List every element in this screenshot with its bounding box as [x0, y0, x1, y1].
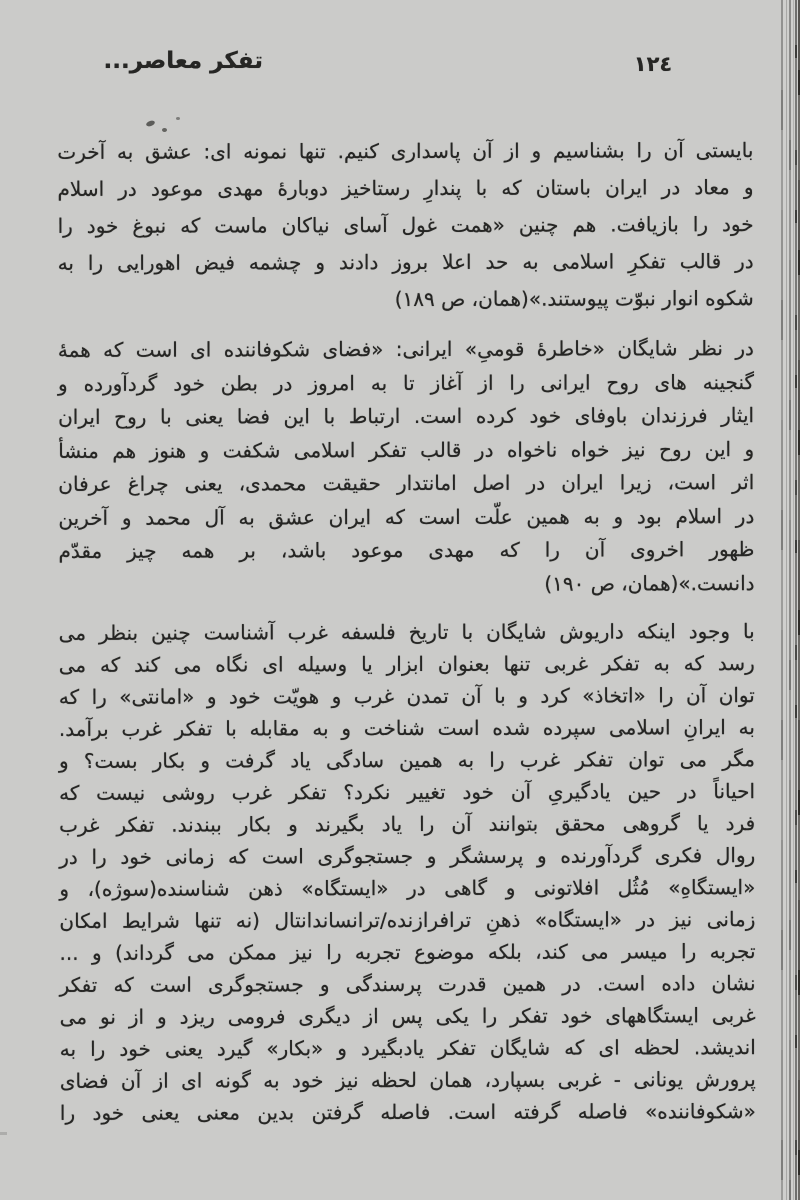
text-line: گنجینه های روح ایرانی را از آغاز تا به امروز در بطن خود گردآورده و	[57, 369, 755, 396]
text-line: در قالب تفکرِ اسلامی به حد اعلا بروز دادند و چشمه فیض اهورایی را به	[57, 249, 754, 275]
text-line: به ایرانِ اسلامی سپرده شده است شناخت و به مقابله با تفکر غرب برآمد.	[58, 715, 755, 741]
page-number: ١٢٤	[633, 52, 673, 76]
text-line: توان آن را «اتخاذ» کرد و با آن تمدن غرب و هویّت خود و «امانتی» را که	[58, 683, 755, 709]
text-line: روال فکری گردآورنده و پرسشگر و جستجوگری است که زمانی خود را در	[59, 843, 756, 869]
scan-streak	[786, 0, 787, 1200]
scan-streak	[793, 0, 794, 1200]
ink-smudge	[162, 128, 167, 132]
text-line: تجربه را میسر می کند، بلکه موضوع تجربه را نیز ممکن می گرداند) و ...	[59, 939, 756, 965]
text-line: و این روح نیز خواه ناخواه در قالب تفکر اسلامی شکفت و هنوز هم منشأ	[58, 436, 755, 463]
text-line: اندیشد. لحظه ای که شایگان تفکر یادبگیرد و «بکار» گیرد یعنی خود را به	[59, 1035, 756, 1061]
text-line: خود را بازیافت. هم چنین «همت غول آسای نیاکان ماست که نبوغ خود را	[57, 212, 754, 238]
scan-streak	[795, 0, 797, 1200]
text-line: اثر است، زیرا ایران در اصل امانتدار حقیقت محمدی، یعنی چراغ عرفان	[58, 470, 755, 496]
text-line: ظهور اخروی آن را که مهدی موعود باشد، بر همه چیز مقدّم	[58, 537, 755, 563]
binding-scan-artifact	[781, 0, 800, 1200]
text-line: «ایستگاهِ» مُثُل افلاتونی و گاهی در «ایستگاه» ذهن شناسنده(سوژه)، و	[59, 875, 756, 901]
text-line: «شکوفاننده» فاصله گرفته است. فاصله گرفتن بدین معنی یعنی خود را	[59, 1099, 756, 1125]
ink-smudge	[176, 117, 180, 120]
text-line: نشان داده است. در همین قدرت پرسندگی و جستجوگری است که تفکر	[59, 971, 756, 997]
text-line: زمانی نیز در «ایستگاه» ذهنِ ترافرازنده/ترانساندانتال (نه تنها شرایط امکان	[59, 907, 756, 933]
text-line: دانست.»(همان، ص ١٩٠)	[544, 570, 755, 596]
paragraph-1	[57, 132, 753, 319]
ink-smudge	[145, 120, 155, 128]
text-line: در اسلام بود و به همین علّت است که ایران عشق به آل محمد و آخرین	[58, 503, 755, 530]
paragraph-2	[58, 332, 755, 602]
text-line: مگر می توان تفکر غرب را به همین سادگی یاد گرفت و بکار بست؟ و	[58, 747, 756, 773]
text-line: ایثار فرزندان باوفای خود کرده است. ارتباط با این فضا یعنی با روح ایران	[58, 403, 755, 429]
text-line: غربی ایستگاههای خود تفکر را یکی پس از دیگری فرومی ریزد و از نو می	[59, 1003, 756, 1029]
scan-mark	[0, 1132, 7, 1135]
text-line: بایستی آن را بشناسیم و از آن پاسداری کنیم. تنها نمونه ای: عشق به آخرت	[57, 138, 754, 164]
text-line: رسد که به تفکر غربی تنها بعنوان ابزار یا وسیله ای نگاه می کند که می	[58, 651, 755, 677]
scan-streak	[789, 0, 791, 1200]
paragraph-3	[59, 615, 756, 1129]
text-line: در نظر شایگان «خاطرهٔ قومیِ» ایرانی: «فضای شکوفاننده ای است که همهٔ	[57, 336, 754, 362]
text-line: شکوه انوار نبوّت پیوستند.»(همان، ص ١٨٩)	[394, 286, 754, 312]
text-line: فرد یا گروهی محقق بتوانند آن را یاد بگیرند و بکار ببندند. تفکر غرب	[59, 811, 756, 837]
text-line: با وجود اینکه داریوش شایگان با تاریخ فلسفه غرب آشناست چنین بنظر می	[58, 619, 755, 645]
text-line: احیاناً در حین یادگیریِ آن خود تغییر نکرد؟ تفکر غرب روشی نیست که	[59, 779, 756, 805]
text-line: پرورش یونانی - غربی بسپارد، همان لحظه نیز خود به گونه ای از آن فضای	[59, 1067, 756, 1093]
text-line: و معاد در ایران باستان که با پندارِ رستاخیز دوبارهٔ مهدی موعود در اسلام	[57, 175, 754, 201]
scan-streak	[781, 0, 783, 1200]
running-title: تفکر معاصر...	[103, 48, 263, 74]
